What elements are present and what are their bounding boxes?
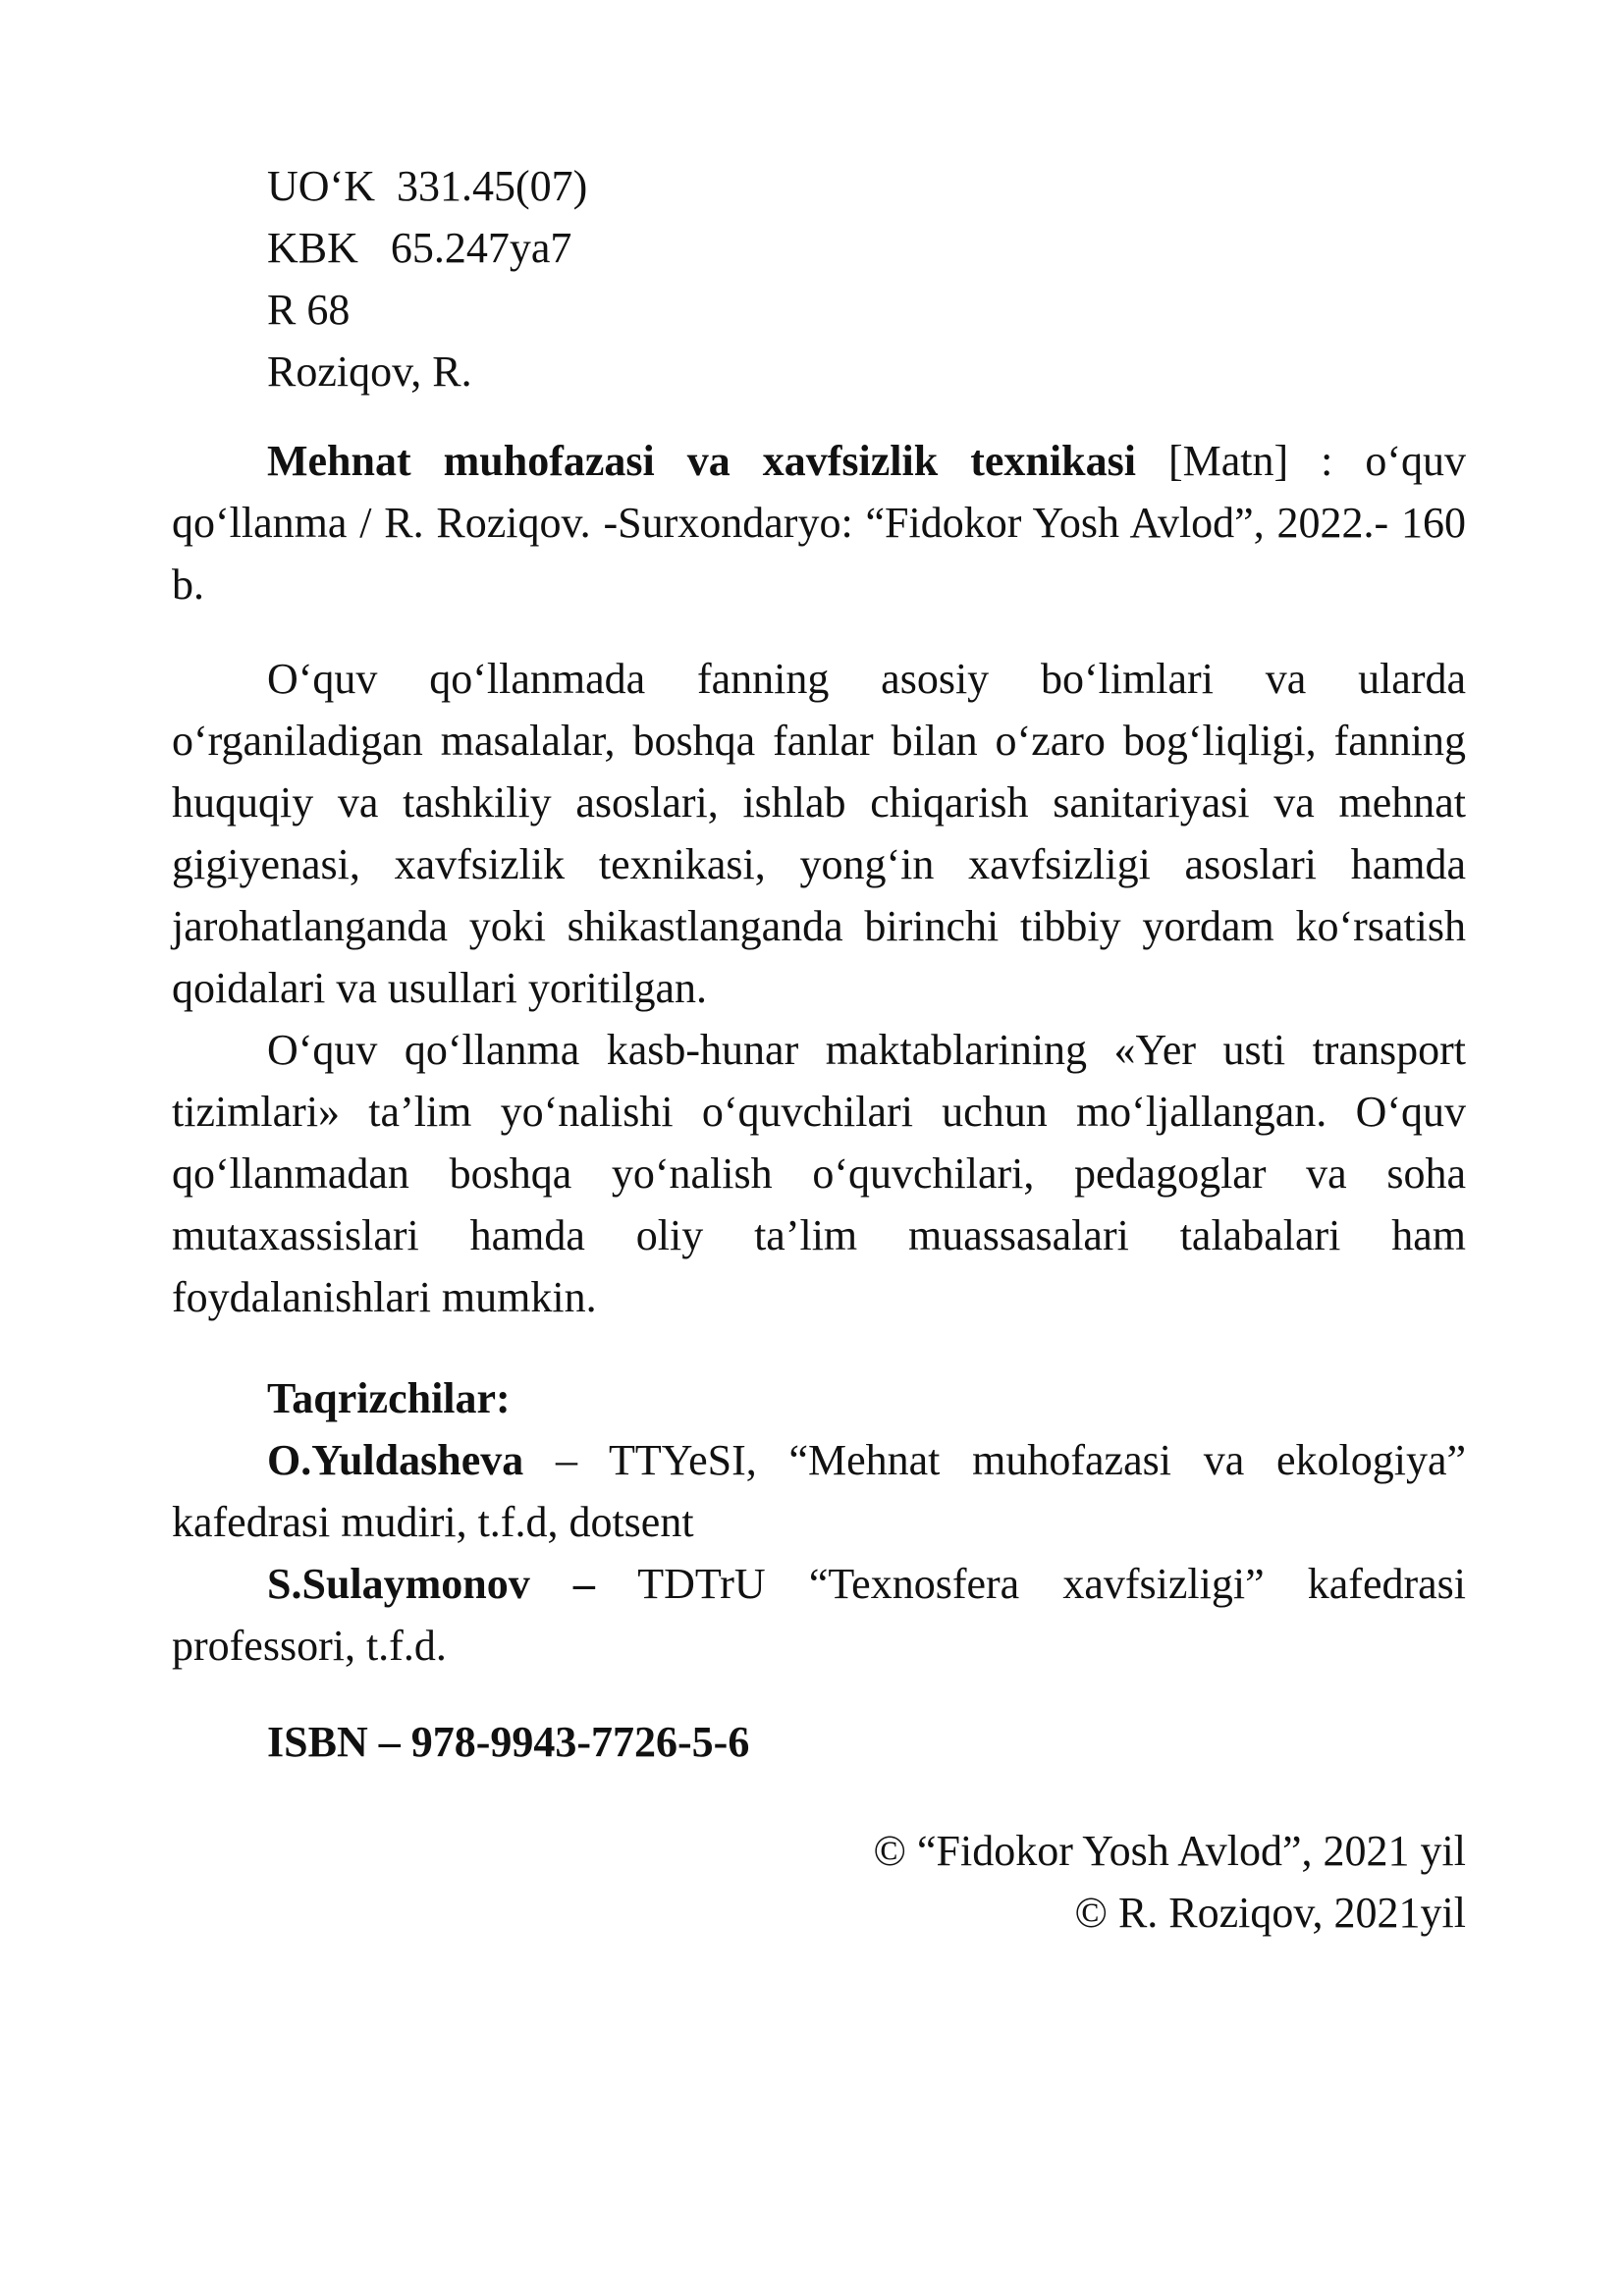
book-title: Mehnat muhofazasi va xavfsizlik texnikasi	[267, 437, 1136, 485]
kbk-code: KBK 65.247ya7	[267, 224, 572, 272]
author-name: Roziqov, R.	[267, 347, 472, 396]
reviewer-details: TDTrU “Texnosfera xavfsizligi” kafedrasi professori, t.f.d.	[172, 1560, 1467, 1670]
copyright-block	[172, 1820, 1466, 1944]
reviewer-entry	[172, 1553, 1466, 1677]
reviewer-name: O.Yuldasheva	[267, 1436, 524, 1484]
publisher-copyright: © “Fidokor Yosh Avlod”, 2021 yil	[873, 1827, 1466, 1875]
uok-code: UO‘K 331.45(07)	[267, 162, 588, 210]
annotation-paragraph-1: O‘quv qo‘llanmada fanning asosiy bo‘limlari va ularda o‘rganiladigan masalalar, boshqa fanlar bilan o‘zaro bog‘liqligi, fanning huquqiy va tashkiliy asoslari, ishlab chiqarish sanitariyasi va mehnat gigiyenasi, xavfsizlik texnikasi, yong‘in xavfsizligi asoslari hamda jarohatlanganda yoki shikastlanganda birinchi tibbiy yordam ko‘rsatish qoidalari va usullari yoritilgan.	[172, 655, 1466, 1012]
isbn-number: ISBN – 978-9943-7726-5-6	[267, 1718, 750, 1766]
author-copyright: © R. Roziqov, 2021yil	[1074, 1889, 1466, 1937]
annotation-paragraph-2: O‘quv qo‘llanma kasb-hunar maktablarining «Yer usti transport tizimlari» ta’lim yo‘nalishi o‘quvchilari uchun mo‘ljallangan. O‘quv qo‘llanmadan boshqa yo‘nalish o‘quvchilari, pedagoglar va soha mutaxassislari hamda oliy ta’lim muassasalari talabalari ham foydalanishlari mumkin.	[172, 1026, 1466, 1321]
reviewers-block	[172, 1367, 1466, 1677]
reviewer-name: S.Sulaymonov –	[267, 1560, 595, 1608]
reviewer-details: – TTYeSI, “Mehnat muhofazasi va ekologiya” kafedrasi mudiri, t.f.d, dotsent	[172, 1436, 1466, 1546]
bibliographic-description: [Matn] : o‘quv qo‘llanma / R. Roziqov. -Surxondaryo: “Fidokor Yosh Avlod”, 2022.- 160 b.	[172, 437, 1467, 609]
imprint-content	[172, 155, 1466, 1944]
bibliographic-record	[172, 430, 1466, 615]
author-code: R 68	[267, 286, 351, 334]
reviewer-entry	[172, 1429, 1466, 1553]
catalog-block	[172, 155, 1466, 402]
reviewers-heading: Taqrizchilar:	[267, 1374, 511, 1422]
